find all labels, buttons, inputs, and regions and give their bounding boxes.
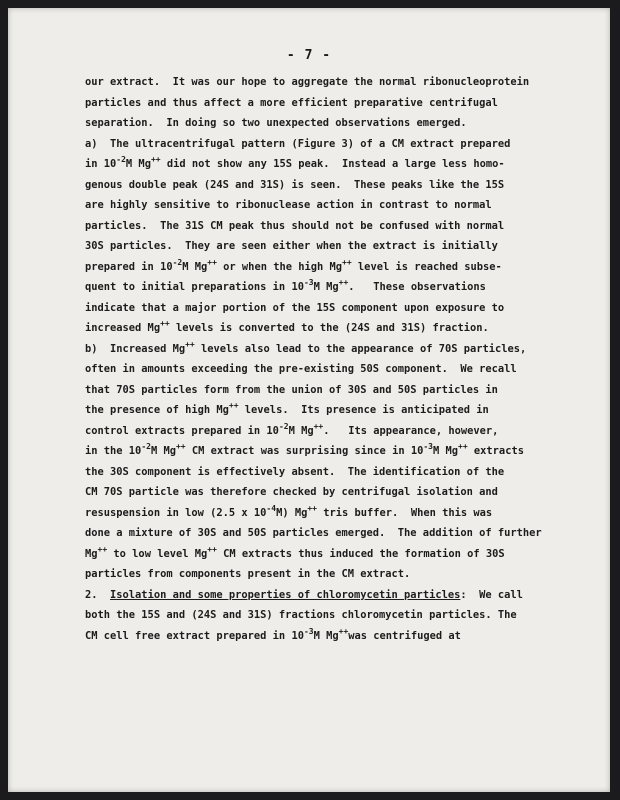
text-run: often in amounts exceeding the pre-existing 50S component. We recall (85, 363, 517, 375)
superscript: -3 (303, 626, 314, 636)
text-run: extracts (467, 445, 524, 457)
text-run: a) The ultracentrifugal pattern (Figure 3) of a CM extract prepared (85, 137, 511, 150)
superscript: -2 (116, 155, 126, 164)
superscript: ++ (207, 544, 217, 554)
text-run: M Mg (150, 445, 176, 457)
text-line (85, 441, 610, 462)
text-run: the 30S component is effectively absent. The identification of the (85, 465, 505, 478)
text-run: M Mg (288, 424, 314, 437)
text-run: separation. In doing so two unexpected observations emerged. (85, 117, 467, 129)
text-run: levels is converted to the (24S and 31S) fraction. (169, 322, 489, 334)
text-line (85, 400, 610, 421)
superscript: ++ (175, 442, 186, 451)
text-run: CM extracts thus induced the formation of 30S (216, 547, 505, 560)
text-run: genous double peak (24S and 31S) is seen. These peaks like the 15S (85, 178, 505, 191)
text-run: quent to initial preparations in 10 (85, 281, 304, 293)
superscript: ++ (338, 278, 349, 287)
superscript: ++ (207, 257, 217, 267)
superscript: ++ (185, 339, 195, 349)
text-run: to low level Mg (107, 547, 208, 560)
text-run: Mg (85, 547, 98, 560)
body-text (85, 72, 610, 646)
text-line (85, 482, 610, 503)
text-run: M Mg (313, 629, 339, 642)
text-run: prepared in 10 (85, 260, 173, 273)
text-line (85, 175, 610, 196)
text-run: the presence of high Mg (85, 404, 229, 416)
text-run: levels. Its presence is anticipated in (238, 404, 489, 416)
section-heading: Isolation and some properties of chloromycetin particles (110, 588, 461, 601)
superscript: ++ (228, 401, 239, 410)
text-run: was centrifuged at (348, 629, 461, 642)
text-line (85, 626, 610, 647)
text-run: in 10 (85, 158, 117, 170)
superscript: -4 (266, 503, 277, 513)
text-line (85, 257, 610, 278)
text-run: 2. (85, 588, 111, 601)
text-line (85, 421, 610, 442)
superscript: -3 (423, 442, 433, 451)
text-run: in the 10 (85, 445, 142, 457)
text-run: indicate that a major portion of the 15S component upon exposure to (85, 301, 505, 314)
text-line (85, 605, 610, 626)
superscript: ++ (458, 442, 468, 451)
text-line (85, 298, 610, 319)
text-run: done a mixture of 30S and 50S particles emerged. The addition of further (85, 527, 542, 539)
text-run: or when the high Mg (216, 260, 343, 273)
document-page (8, 8, 610, 792)
text-line (85, 72, 610, 93)
text-line (85, 503, 610, 524)
superscript: ++ (342, 257, 352, 267)
text-run: increased Mg (85, 322, 161, 334)
text-line (85, 113, 610, 134)
text-run: . Its appearance, however, (323, 424, 499, 437)
text-line (85, 462, 610, 483)
text-line (85, 277, 610, 298)
text-run: CM extract was surprising since in 10 (185, 445, 424, 457)
text-run: . These observations (348, 281, 486, 293)
text-run: levels also lead to the appearance of 70S particles, (194, 342, 527, 355)
superscript: ++ (160, 319, 170, 328)
text-run: control extracts prepared in 10 (85, 424, 279, 437)
superscript: ++ (150, 155, 161, 164)
text-run: both the 15S and (24S and 31S) fractions chloromycetin particles. The (85, 609, 517, 621)
text-run: did not show any 15S peak. Instead a large less homo- (160, 158, 505, 170)
text-run: level is reached subse- (351, 260, 502, 273)
superscript: -2 (172, 257, 183, 267)
text-line (85, 236, 610, 257)
text-line (85, 544, 610, 565)
text-run: our extract. It was our hope to aggregate the normal ribonucleoprotein (85, 76, 530, 88)
text-line (85, 339, 610, 360)
text-run: CM 70S particle was therefore checked by centrifugal isolation and (85, 486, 498, 498)
text-line (85, 216, 610, 237)
text-run: M Mg (182, 260, 208, 273)
text-line (85, 564, 610, 585)
text-run: resuspension in low (2.5 x 10 (85, 506, 267, 519)
text-run: particles and thus affect a more efficient preparative centrifugal (85, 96, 498, 109)
text-run: particles. The 31S CM peak thus should not be confused with normal (85, 219, 505, 232)
text-run: : We call (460, 588, 523, 601)
superscript: ++ (338, 626, 349, 636)
text-line (85, 380, 610, 401)
superscript: -3 (303, 278, 314, 287)
text-line (85, 93, 610, 114)
text-line (85, 154, 610, 175)
text-line (85, 318, 610, 339)
text-line (85, 585, 610, 606)
text-run: 30S particles. They are seen either when the extract is initially (85, 240, 498, 252)
superscript: ++ (307, 503, 317, 513)
text-run: are highly sensitive to ribonuclease action in contrast to normal (85, 199, 492, 211)
text-line (85, 523, 610, 544)
text-line (85, 359, 610, 380)
superscript: ++ (97, 544, 108, 554)
text-run: that 70S particles form from the union of 30S and 50S particles in (85, 383, 498, 396)
superscript: ++ (313, 421, 324, 431)
text-run: M) Mg (276, 506, 308, 519)
text-line (85, 134, 610, 155)
text-line (85, 195, 610, 216)
text-run: CM cell free extract prepared in 10 (85, 629, 304, 642)
text-run: b) Increased Mg (85, 342, 186, 355)
page-number: - 7 - (286, 48, 332, 63)
text-run: M Mg (125, 158, 151, 170)
superscript: -2 (141, 442, 151, 451)
superscript: -2 (278, 421, 289, 431)
text-run: M Mg (313, 281, 339, 293)
text-run: tris buffer. When this was (316, 506, 493, 519)
text-run: particles from components present in the CM extract. (85, 568, 411, 580)
text-run: M Mg (432, 445, 459, 457)
